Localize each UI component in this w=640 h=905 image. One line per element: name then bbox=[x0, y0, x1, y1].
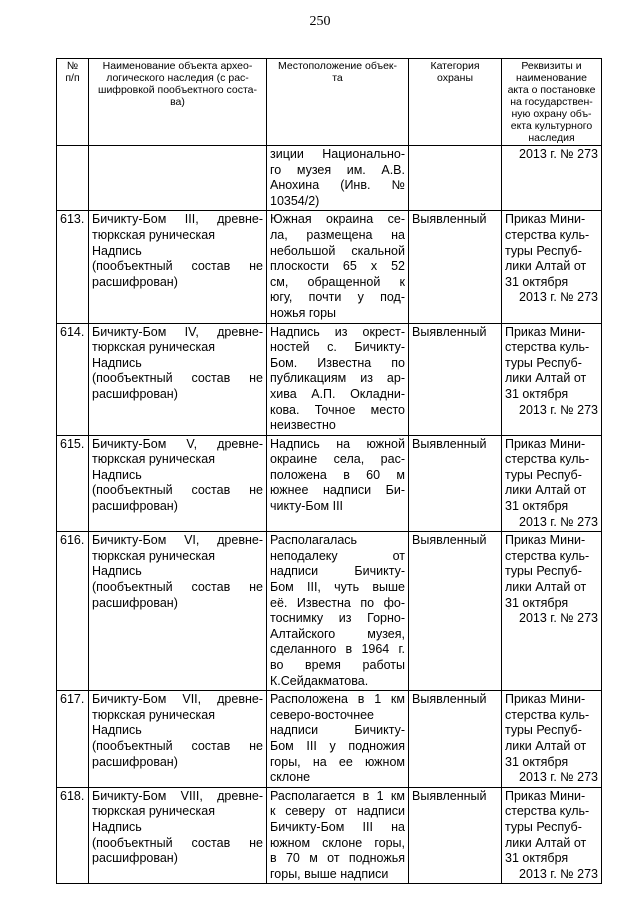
object-name-line: тюркская руническая bbox=[92, 804, 215, 819]
object-name-line: Бичикту-Бом III, древне- bbox=[92, 212, 263, 227]
act-line: 2013 г. № 273 bbox=[519, 290, 598, 305]
location-line: горы, на ее южном bbox=[270, 754, 405, 769]
act-line: туры Респуб- bbox=[505, 723, 582, 738]
header-line: наименование bbox=[515, 72, 587, 84]
act-line: 2013 г. № 273 bbox=[519, 866, 598, 881]
object-name-line: (пообъектный состав не bbox=[92, 738, 263, 753]
location-line: надписи Бичикту- bbox=[270, 723, 405, 738]
location-line: Располагалась bbox=[270, 533, 358, 548]
object-location bbox=[267, 691, 409, 788]
location-line: 10354/2) bbox=[270, 193, 320, 208]
header-line: на государствен- bbox=[510, 96, 593, 108]
location-line: Надпись на южной bbox=[270, 436, 405, 451]
object-name-line: Бичикту-Бом V, древне- bbox=[92, 436, 263, 451]
object-name-line: расшифрован) bbox=[92, 754, 178, 769]
object-name bbox=[89, 323, 267, 435]
heritage-objects-table bbox=[56, 58, 602, 884]
location-line: Алтайского музея, bbox=[270, 626, 405, 641]
row-number: 618. bbox=[57, 787, 89, 884]
object-location bbox=[267, 435, 409, 532]
object-location bbox=[267, 323, 409, 435]
act-details bbox=[502, 532, 602, 691]
location-line: Анохина (Инв. № bbox=[270, 178, 405, 193]
location-line: южном склоне горы, bbox=[270, 835, 405, 850]
object-name-line: расшифрован) bbox=[92, 499, 178, 514]
location-line: её. Известна по фо- bbox=[270, 595, 405, 610]
act-line: туры Респуб- bbox=[505, 819, 582, 834]
act-line: стерства куль- bbox=[505, 707, 590, 722]
object-name-line: Бичикту-Бом IV, древне- bbox=[92, 324, 263, 339]
act-details bbox=[502, 691, 602, 788]
object-name-line: тюркская руническая bbox=[92, 548, 215, 563]
table-body bbox=[57, 146, 602, 884]
header-line: наследия bbox=[528, 132, 575, 144]
protection-category: Выявленный bbox=[409, 211, 502, 323]
act-line: 31 октября bbox=[505, 499, 569, 514]
object-location bbox=[267, 146, 409, 211]
location-line: неизвестно bbox=[270, 418, 336, 433]
act-line: туры Респуб- bbox=[505, 243, 582, 258]
act-line: 2013 г. № 273 bbox=[519, 770, 598, 785]
table-header-row bbox=[57, 59, 602, 146]
act-line: 31 октября bbox=[505, 754, 569, 769]
table-row bbox=[57, 146, 602, 211]
header-line: логического наследия (с рас- bbox=[106, 72, 249, 84]
object-name-line: (пообъектный состав не bbox=[92, 483, 263, 498]
location-line: Надпись из окрест- bbox=[270, 324, 405, 339]
object-name-line: (пообъектный состав не bbox=[92, 371, 263, 386]
act-line: Приказ Мини- bbox=[505, 324, 586, 339]
location-line: хива А.П. Окладни- bbox=[270, 386, 405, 401]
location-line: публикациям из ар- bbox=[270, 371, 405, 386]
object-name-line: Надпись bbox=[92, 723, 142, 738]
act-line: туры Респуб- bbox=[505, 467, 582, 482]
act-line: лики Алтай от bbox=[505, 371, 587, 386]
header-line: Категория bbox=[430, 60, 480, 72]
row-number: 614. bbox=[57, 323, 89, 435]
table-row bbox=[57, 435, 602, 532]
location-line: тоснимку из Горно- bbox=[270, 611, 405, 626]
act-line: Приказ Мини- bbox=[505, 692, 586, 707]
header-line: шифровкой пообъектного соста- bbox=[98, 84, 257, 96]
object-name-line: Надпись bbox=[92, 243, 142, 258]
location-line: Бом III у подножия bbox=[270, 738, 405, 753]
protection-category bbox=[409, 146, 502, 211]
act-line: туры Респуб- bbox=[505, 355, 582, 370]
act-line: 2013 г. № 273 bbox=[519, 514, 598, 529]
act-details bbox=[502, 146, 602, 211]
location-line: Располагается в 1 км bbox=[270, 788, 405, 803]
act-line: лики Алтай от bbox=[505, 259, 587, 274]
object-name bbox=[89, 532, 267, 691]
location-line: во время работы bbox=[270, 658, 405, 672]
act-line: стерства куль- bbox=[505, 548, 590, 563]
header-act-details bbox=[502, 59, 602, 146]
location-line: Бом. Известна по bbox=[270, 355, 405, 370]
table-row bbox=[57, 787, 602, 884]
location-line: Южная окраина се- bbox=[270, 212, 405, 227]
location-line: небольшой скальной bbox=[270, 243, 405, 258]
act-details bbox=[502, 435, 602, 532]
location-line: кова. Точное место bbox=[270, 402, 405, 417]
location-line: Бом III, чуть выше bbox=[270, 580, 405, 595]
location-line: окраине села, рас- bbox=[270, 452, 405, 467]
object-name-line: тюркская руническая bbox=[92, 340, 215, 355]
row-number bbox=[57, 146, 89, 211]
location-line: югу, почти у под- bbox=[270, 290, 405, 305]
object-location bbox=[267, 211, 409, 323]
location-line: южнее надписи Би- bbox=[270, 483, 405, 498]
table-row bbox=[57, 211, 602, 323]
act-line: Приказ Мини- bbox=[505, 533, 586, 548]
act-line: Приказ Мини- bbox=[505, 212, 586, 227]
act-line: Приказ Мини- bbox=[505, 788, 586, 803]
act-details bbox=[502, 323, 602, 435]
header-line: Местоположение объек- bbox=[277, 60, 398, 72]
protection-category: Выявленный bbox=[409, 435, 502, 532]
header-line: ную охрану объ- bbox=[511, 108, 592, 120]
location-line: плоскости 65 х 52 bbox=[270, 259, 405, 274]
act-line: 31 октября bbox=[505, 274, 569, 289]
object-name-line: тюркская руническая bbox=[92, 452, 215, 467]
location-line: сделанного в 1964 г. bbox=[270, 642, 405, 657]
object-name bbox=[89, 691, 267, 788]
act-details bbox=[502, 211, 602, 323]
object-name-line: расшифрован) bbox=[92, 851, 178, 866]
location-line: неподалеку от bbox=[270, 548, 405, 563]
protection-category: Выявленный bbox=[409, 787, 502, 884]
act-line: лики Алтай от bbox=[505, 483, 587, 498]
protection-category: Выявленный bbox=[409, 323, 502, 435]
header-location bbox=[267, 59, 409, 146]
page-number: 250 bbox=[309, 14, 331, 29]
object-name-line: Бичикту-Бом VIII, древне- bbox=[92, 788, 263, 803]
act-line: 31 октября bbox=[505, 595, 569, 610]
location-line: положена в 60 м bbox=[270, 467, 405, 482]
act-line: Приказ Мини- bbox=[505, 436, 586, 451]
location-line: надписи Бичикту- bbox=[270, 564, 405, 579]
location-line: чикту-Бом III bbox=[270, 499, 344, 514]
row-number: 617. bbox=[57, 691, 89, 788]
table-row bbox=[57, 323, 602, 435]
act-line: лики Алтай от bbox=[505, 580, 587, 595]
object-name-line: Надпись bbox=[92, 355, 142, 370]
act-line: стерства куль- bbox=[505, 452, 590, 467]
location-line: го музея им. А.В. bbox=[270, 162, 405, 177]
location-line: см, обращенной к bbox=[270, 274, 405, 289]
act-line: стерства куль- bbox=[505, 804, 590, 819]
object-name-line: расшифрован) bbox=[92, 386, 178, 401]
object-name bbox=[89, 787, 267, 884]
header-line: охраны bbox=[437, 72, 473, 84]
act-line: лики Алтай от bbox=[505, 738, 587, 753]
location-line: ножья горы bbox=[270, 305, 337, 320]
header-object-name bbox=[89, 59, 267, 146]
header-line: Наименование объекта архео- bbox=[102, 60, 253, 72]
location-line: ла, размещена на bbox=[270, 227, 405, 242]
object-name-line: Надпись bbox=[92, 564, 142, 579]
header-line: та bbox=[332, 72, 343, 84]
table-row bbox=[57, 532, 602, 691]
location-line: горы, выше надписи bbox=[270, 866, 389, 881]
header-line: акта о постановке bbox=[507, 84, 596, 96]
header-line: Реквизиты и bbox=[521, 60, 582, 72]
table-row bbox=[57, 691, 602, 788]
object-name-line: расшифрован) bbox=[92, 274, 178, 289]
location-line: склоне bbox=[270, 770, 311, 785]
act-line: туры Респуб- bbox=[505, 564, 582, 579]
object-name-line: расшифрован) bbox=[92, 595, 178, 610]
object-name-line: (пообъектный состав не bbox=[92, 259, 263, 274]
header-line: № bbox=[66, 60, 79, 72]
location-line: к северу от надписи bbox=[270, 804, 405, 819]
act-line: лики Алтай от bbox=[505, 835, 587, 850]
act-line: стерства куль- bbox=[505, 227, 590, 242]
header-protection-category bbox=[409, 59, 502, 146]
act-line: стерства куль- bbox=[505, 340, 590, 355]
act-line: 2013 г. № 273 bbox=[519, 611, 598, 626]
row-number: 615. bbox=[57, 435, 89, 532]
object-name bbox=[89, 211, 267, 323]
header-number bbox=[57, 59, 89, 146]
row-number: 613. bbox=[57, 211, 89, 323]
object-location bbox=[267, 787, 409, 884]
object-name-line: Надпись bbox=[92, 467, 142, 482]
act-details bbox=[502, 787, 602, 884]
object-name-line: тюркская руническая bbox=[92, 707, 215, 722]
object-name-line: Надпись bbox=[92, 819, 142, 834]
act-line: 31 октября bbox=[505, 851, 569, 866]
location-line: в 70 м от подножья bbox=[270, 851, 405, 866]
object-name-line: Бичикту-Бом VII, древне- bbox=[92, 692, 263, 707]
object-name-line: тюркская руническая bbox=[92, 227, 215, 242]
act-line: 31 октября bbox=[505, 386, 569, 401]
protection-category: Выявленный bbox=[409, 532, 502, 691]
location-line: ностей с. Бичикту- bbox=[270, 340, 405, 355]
row-number: 616. bbox=[57, 532, 89, 691]
location-line: К.Сейдакматова. bbox=[270, 673, 369, 688]
object-name-line: Бичикту-Бом VI, древне- bbox=[92, 533, 263, 548]
act-line: 2013 г. № 273 bbox=[519, 402, 598, 417]
object-location bbox=[267, 532, 409, 691]
protection-category: Выявленный bbox=[409, 691, 502, 788]
object-name-line: (пообъектный состав не bbox=[92, 835, 263, 850]
object-name-line: (пообъектный состав не bbox=[92, 580, 263, 595]
location-line: зиции Национально- bbox=[270, 147, 405, 161]
location-line: Расположена в 1 км bbox=[270, 692, 405, 707]
act-line: 2013 г. № 273 bbox=[519, 147, 598, 161]
object-name bbox=[89, 146, 267, 211]
header-line: екта культурного bbox=[510, 120, 593, 132]
header-line: ва) bbox=[170, 96, 185, 108]
header-line: п/п bbox=[65, 72, 80, 84]
location-line: северо-восточнее bbox=[270, 707, 375, 722]
object-name bbox=[89, 435, 267, 532]
location-line: Бичикту-Бом III на bbox=[270, 819, 405, 834]
